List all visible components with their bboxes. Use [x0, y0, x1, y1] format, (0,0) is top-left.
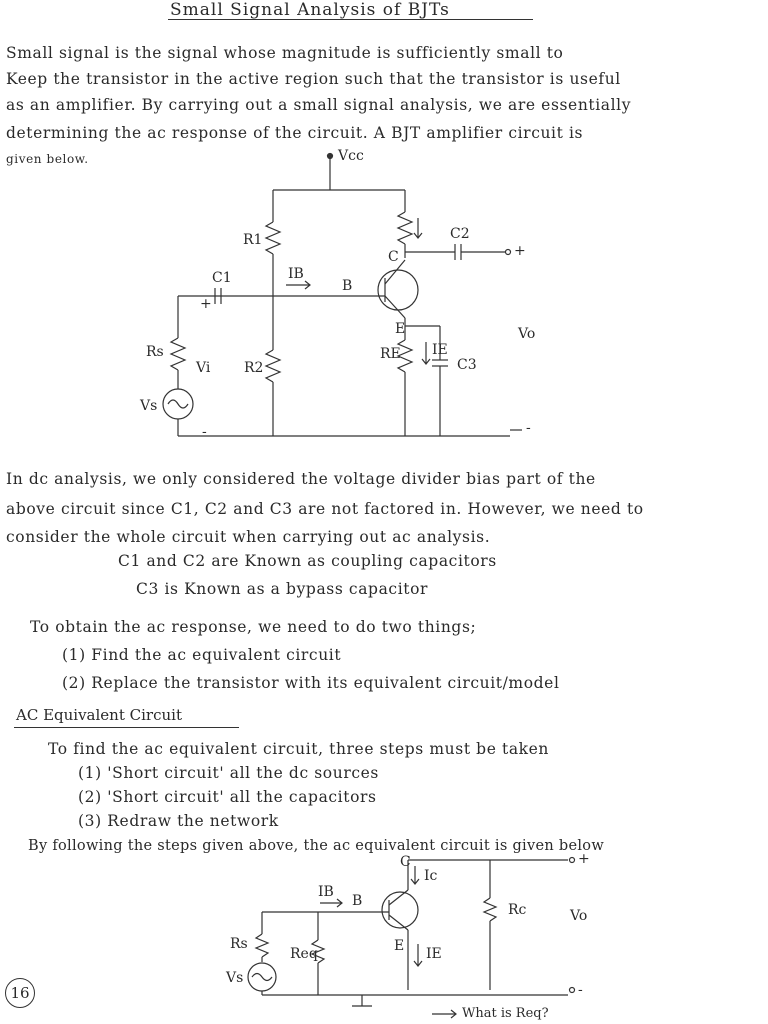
analysis-line-1: In dc analysis, we only considered the voltage divider bias part of the: [6, 470, 596, 488]
req-label: Req: [290, 946, 318, 962]
analysis-line-3: consider the whole circuit when carrying out ac analysis.: [6, 528, 491, 546]
c2-minus-label: -: [578, 982, 583, 998]
intro-line-1: Small signal is the signal whose magnitude is sufficiently small to: [6, 44, 564, 62]
vs-label: Vs: [140, 398, 158, 414]
ic-label: Ic: [424, 868, 438, 884]
vo-plus-label: +: [514, 243, 526, 259]
step-3: (3) Redraw the network: [78, 812, 279, 830]
c2-emitter-label: E: [394, 938, 405, 954]
thing-2: (2) Replace the transistor with its equivalent circuit/model: [62, 674, 560, 692]
c1-label: C1: [212, 270, 232, 286]
steps-intro: To find the ac equivalent circuit, three steps must be taken: [48, 740, 550, 758]
intro-line-5: given below.: [6, 152, 89, 166]
page-title: Small Signal Analysis of BJTs: [170, 0, 450, 20]
c2-plus-label: +: [578, 851, 590, 867]
step-2: (2) 'Short circuit' all the capacitors: [78, 788, 377, 806]
coupling-note: C1 and C2 are Known as coupling capacitors: [118, 552, 497, 570]
following-line: By following the steps given above, the ac equivalent circuit is given below: [28, 838, 605, 854]
c2-ib-label: IB: [318, 884, 334, 900]
source-minus-label: -: [202, 424, 207, 440]
footer-partial-text: What is Req?: [462, 1006, 549, 1021]
bypass-note: C3 is Known as a bypass capacitor: [136, 580, 429, 598]
ie-label: IE: [432, 342, 448, 358]
vo-label: Vo: [518, 326, 536, 342]
c2-collector-label: C: [400, 854, 411, 870]
c2-ie-label: IE: [426, 946, 442, 962]
intro-line-4: determining the ac response of the circuit. A BJT amplifier circuit is: [6, 124, 584, 142]
emitter-label: E: [395, 321, 406, 337]
c2-rs-label: Rs: [230, 936, 248, 952]
analysis-line-2: above circuit since C1, C2 and C3 are not factored in. However, we need to: [6, 500, 644, 518]
c2-base-label: B: [352, 893, 363, 909]
collector-label: C: [388, 249, 399, 265]
rs-label: Rs: [146, 344, 164, 360]
c1-plus-label: +: [200, 296, 212, 312]
step-1: (1) 'Short circuit' all the dc sources: [78, 764, 379, 782]
thing-1: (1) Find the ac equivalent circuit: [62, 646, 342, 664]
c3-label: C3: [457, 357, 477, 373]
c2-vo-label: Vo: [570, 908, 588, 924]
vi-label: Vi: [196, 360, 211, 376]
rc-label: Rc: [508, 902, 527, 918]
r2-label: R2: [244, 360, 264, 376]
ib-label: IB: [288, 266, 304, 282]
vcc-label: Vcc: [338, 148, 364, 164]
page-number: 16: [5, 978, 35, 1008]
ac-equivalent-heading: AC Equivalent Circuit: [16, 706, 182, 724]
vo-minus-label: -: [526, 420, 531, 436]
intro-line-2: Keep the transistor in the active region such that the transistor is useful: [6, 70, 621, 88]
r1-label: R1: [243, 232, 263, 248]
c2-label: C2: [450, 226, 470, 242]
intro-line-3: as an amplifier. By carrying out a small signal analysis, we are essentially: [6, 96, 632, 114]
c2-vs-label: Vs: [226, 970, 244, 986]
re-label: RE: [380, 346, 401, 362]
base-label: B: [342, 278, 353, 294]
ac-intro: To obtain the ac response, we need to do two things;: [30, 618, 477, 636]
